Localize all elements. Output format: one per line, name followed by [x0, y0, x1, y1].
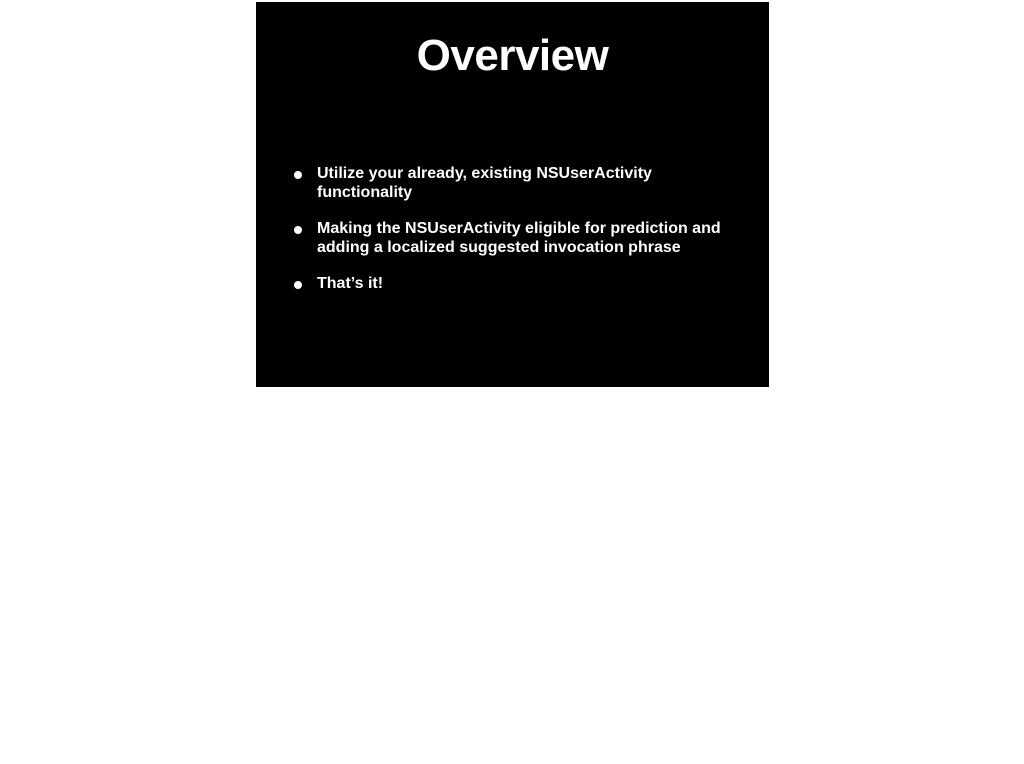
bullet-dot-icon [294, 281, 302, 289]
bullet-list [292, 164, 732, 310]
slide [256, 2, 769, 387]
bullet-text: Utilize your already, existing NSUserActivity functionality [317, 165, 652, 201]
bullet-item [292, 274, 732, 293]
bullet-dot-icon [294, 171, 302, 179]
bullet-item [292, 164, 732, 202]
bullet-item [292, 219, 732, 257]
bullet-text: Making the NSUserActivity eligible for prediction and adding a localized suggested invocation phrase [317, 220, 721, 256]
slide-title: Overview [416, 31, 609, 80]
bullet-text: That’s it! [317, 275, 384, 292]
bullet-dot-icon [294, 226, 302, 234]
